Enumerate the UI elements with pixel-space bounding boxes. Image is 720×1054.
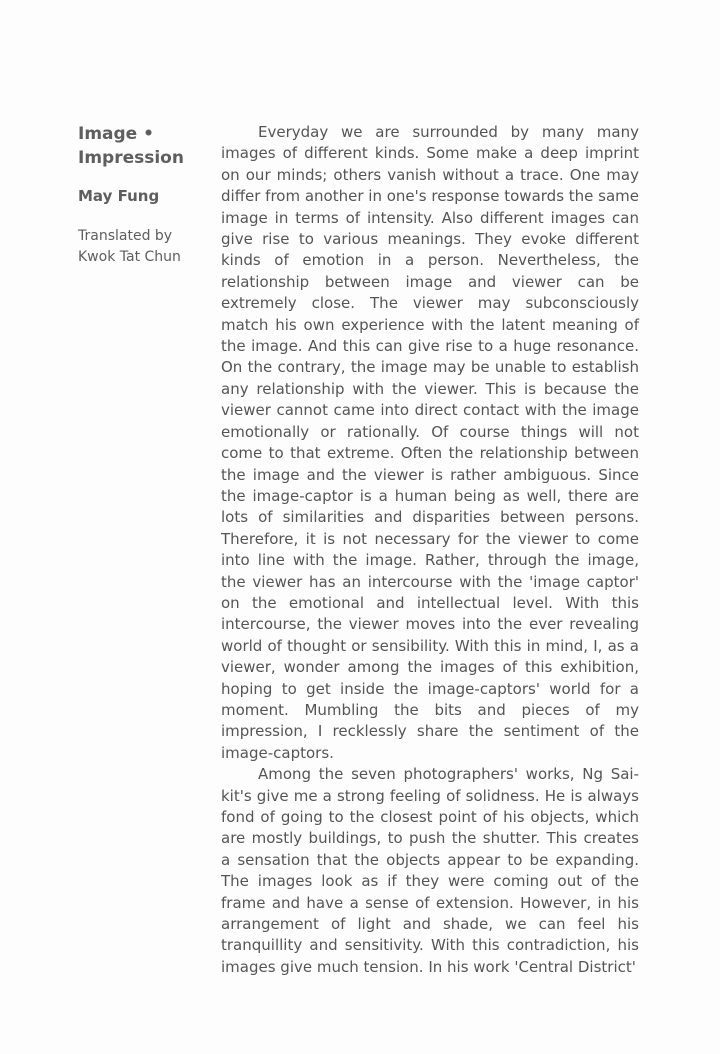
translator-credit	[78, 226, 218, 268]
article-paragraph-1: Everyday we are surrounded by many many images of different kinds. Some make a deep imprint on our minds; others vanish without a trace. One may differ from another in one's response towards the same image in terms of intensity. Also different images can give rise to various meanings. They evoke different kinds of emotion in a person. Nevertheless, the relationship between image and viewer can be extremely close. The viewer may subconsciously match his own experience with the latent meaning of the image. And this can give rise to a huge resonance. On the contrary, the image may be unable to establish any relationship with the viewer. This is because the viewer cannot came into direct contact with the image emotionally or rationally. Of course things will not come to that extreme. Often the relationship between the image and the viewer is rather ambiguous. Since the image-captor is a human being as well, there are lots of similarities and disparities between persons. Therefore, it is not necessary for the viewer to come into line with the image. Rather, through the image, the viewer has an intercourse with the 'image captor' on the emotional and intellectual level. With this intercourse, the viewer moves into the ever revealing world of thought or sensibility. With this in mind, I, as a viewer, wonder among the images of this exhibition, hoping to get inside the image-captors' world for a moment. Mumbling the bits and pieces of my impression, I recklessly share the sentiment of the image-captors.	[221, 123, 640, 762]
translated-by-label: Translated by	[78, 228, 173, 244]
article-title-line2: Impression	[78, 148, 184, 168]
article-paragraph-2: Among the seven photographers' works, Ng Sai-kit's give me a strong feeling of solidness. He is always fond of going to the closest point of his objects, which are mostly buildings, to push the shutter. This creates a sensation that the objects appear to be expanding. The images look as if they were coming out of the frame and have a sense of extension. However, in his arrangement of light and shade, we can feel his tranquillity and sensitivity. With this contradiction, his images give much tension. In his work 'Central District'	[221, 765, 639, 976]
article-body	[221, 122, 639, 978]
article-header	[78, 122, 218, 268]
article-title	[78, 122, 218, 170]
author-name: May Fung	[78, 187, 160, 205]
article-title-line1: Image •	[78, 124, 154, 144]
translator-name: Kwok Tat Chun	[78, 249, 181, 265]
